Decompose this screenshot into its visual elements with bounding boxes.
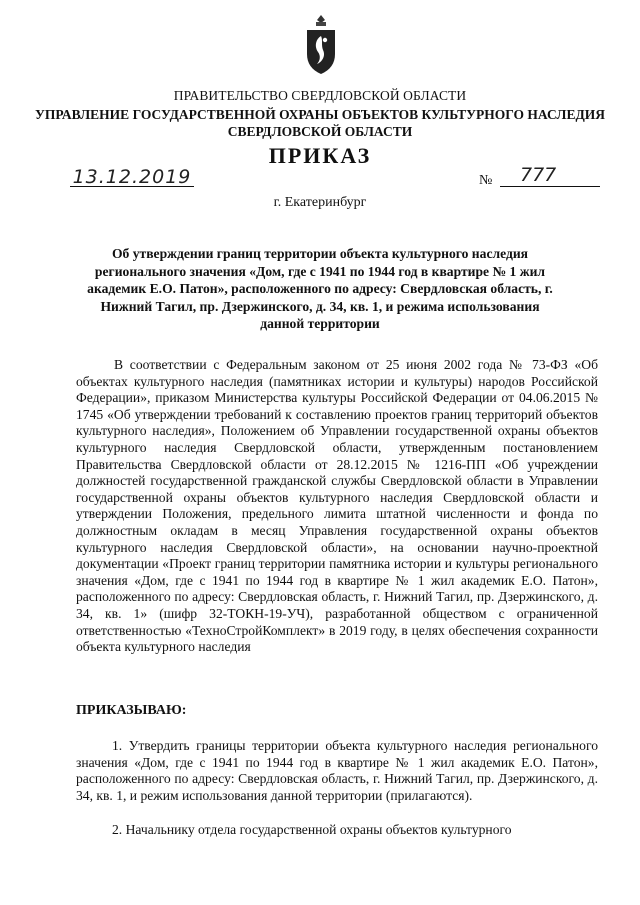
- date-underline: [70, 186, 194, 187]
- order-heading: ПРИКАЗЫВАЮ:: [76, 703, 187, 718]
- department-line-1: УПРАВЛЕНИЕ ГОСУДАРСТВЕННОЙ ОХРАНЫ ОБЪЕКТОВ КУЛЬТУРНОГО НАСЛЕДИЯ: [34, 107, 606, 122]
- preamble-paragraph: В соответствии с Федеральным законом от 25 июня 2002 года № 73-ФЗ «Об объектах культурного наследия (памятниках истории и культуры) народов Российской Федерации», приказом Министерства культуры Российской Федерации от 04.06.2015 № 1745 «Об утверждении требований к составлению проектов границ территорий объектов культурного наследия», Положением об Управлении государственной охраны объектов культурного наследия Свердловской области, утвержденным постановлением Правительства Свердловской области от 28.12.2015 № 1216-ПП «Об учреждении должностей государственной гражданской службы Свердловской области в Управлении государственной охраны объектов культурного наследия Свердловской области и утверждении Положения, предельного лимита штатной численности и фонда по должностным окладам в месяц Управления государственной охраны объектов культурного наследия Свердловской области», на основании научно-проектной документации «Проект границ территории памятника истории и культуры регионального значения «Дом, где с 1941 по 1944 год в квартире № 1 жил академик Е.О. Патон», расположенного по адресу: Свердловская область, г. Нижний Тагил, пр. Дзержинского, д. 34, кв. 1» (шифр 32-ТОКН-19-УЧ), разработанной обществом с ограниченной ответственностью «ТехноСтройКомплект» в 2019 году, в целях обеспечения сохранности объекта культурного наследия: [76, 357, 598, 655]
- city: г. Екатеринбург: [273, 195, 367, 210]
- number-underline: [500, 186, 600, 187]
- order-item-1: 1. Утвердить границы территории объекта культурного наследия регионального значения «Дом, где с 1941 по 1944 год в квартире № 1 жил академик Е.О. Патон», расположенного по адресу: Свердловская область, г. Нижний Тагил, пр. Дзержинского, д. 34, кв. 1, и режим использования данной территории (прилагаются).: [76, 738, 598, 803]
- government-name: ПРАВИТЕЛЬСТВО СВЕРДЛОВСКОЙ ОБЛАСТИ: [173, 88, 467, 103]
- department-name: [0, 106, 640, 140]
- number-label: №: [479, 173, 493, 188]
- department-line-2: СВЕРДЛОВСКОЙ ОБЛАСТИ: [227, 124, 413, 139]
- handwritten-number: 777: [520, 164, 557, 186]
- coat-of-arms-icon: [304, 14, 338, 76]
- document-type: ПРИКАЗ: [268, 143, 372, 168]
- handwritten-date: 13.12.2019: [72, 166, 192, 188]
- document-title: Об утверждении границ территории объекта культурного наследия регионального значения «Дом, где с 1941 по 1944 год в квартире № 1 жил академик Е.О. Патон», расположенного по адресу: Свердловская область, г. Нижний Тагил, пр. Дзержинского, д. 34, кв. 1, и режима использования данной территории: [87, 246, 553, 332]
- order-item-2: 2. Начальнику отдела государственной охраны объектов культурного: [112, 822, 512, 837]
